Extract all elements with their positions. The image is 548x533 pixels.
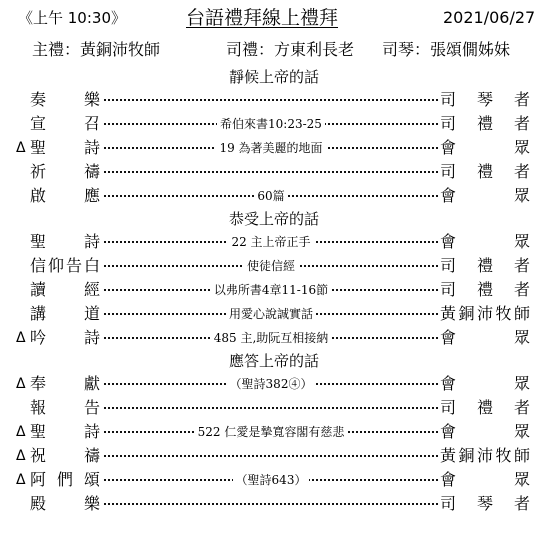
row-responsible: 會眾	[440, 470, 530, 489]
row-responsible: 會眾	[440, 138, 530, 157]
dotted-leader	[104, 99, 438, 101]
row-responsible: 司禮者	[440, 256, 530, 275]
order-row	[0, 230, 548, 254]
row-content: 使徒信經	[244, 259, 298, 273]
order-row	[0, 278, 548, 302]
row-label: 講道	[30, 304, 100, 323]
dotted-leader	[104, 503, 438, 505]
section-title: 應答上帝的話	[228, 352, 319, 370]
row-content: 522 仁愛是摯寬容閣有慈悲	[195, 425, 348, 439]
row-mark: Δ	[16, 448, 26, 464]
row-label: 讀經	[30, 280, 100, 299]
order-row	[0, 112, 548, 136]
row-label: 報告	[30, 398, 100, 417]
row-label: 殿樂	[30, 494, 100, 513]
order-row	[0, 326, 548, 350]
presider-role: 主禮：黃銅沛牧師	[32, 40, 161, 59]
row-label: 宣召	[30, 114, 100, 133]
row-mark: Δ	[16, 472, 26, 488]
row-responsible: 司禮者	[440, 114, 530, 133]
dotted-leader	[104, 407, 438, 409]
pianist-role: 司琴：張頌僩姊妹	[382, 40, 511, 59]
order-row	[0, 136, 548, 160]
row-content: （聖詩382④）	[227, 377, 316, 391]
row-responsible: 司禮者	[440, 162, 530, 181]
liturgist-role: 司禮：方東利長老	[226, 40, 355, 59]
row-content: 用愛心說誠實話	[226, 307, 316, 321]
row-responsible: 司禮者	[440, 398, 530, 417]
order-row	[0, 420, 548, 444]
row-content: （聖詩643）	[233, 473, 310, 487]
row-label: 聖詩	[30, 232, 100, 251]
row-content: 485 主,助阮互相接納	[211, 331, 332, 345]
section-title: 靜候上帝的話	[228, 68, 319, 86]
row-content: 60篇	[254, 189, 287, 203]
row-label: 奉獻	[30, 374, 100, 393]
row-responsible: 司禮者	[440, 280, 530, 299]
service-date: 2021/06/27	[443, 8, 536, 27]
order-row	[0, 254, 548, 278]
row-content: 19 為著美麗的地面	[216, 141, 325, 155]
order-row	[0, 468, 548, 492]
order-row	[0, 372, 548, 396]
row-label: 聖詩	[30, 138, 100, 157]
order-row	[0, 396, 548, 420]
row-responsible: 黃銅沛牧師	[440, 304, 530, 323]
row-content: 22 主上帝正手	[228, 235, 313, 249]
dotted-leader	[104, 455, 438, 457]
row-responsible: 黃銅沛牧師	[440, 446, 530, 465]
order-row	[0, 160, 548, 184]
order-row	[0, 444, 548, 468]
section-title: 恭受上帝的話	[228, 210, 319, 228]
row-label: 祈禱	[30, 162, 100, 181]
row-responsible: 會眾	[440, 328, 530, 347]
order-row	[0, 184, 548, 208]
row-label: 阿們頌	[30, 470, 100, 489]
row-content: 以弗所書4章11-16節	[211, 283, 331, 297]
row-mark: Δ	[16, 330, 26, 346]
row-responsible: 會眾	[440, 186, 530, 205]
row-responsible: 會眾	[440, 374, 530, 393]
order-row	[0, 88, 548, 112]
row-label: 吟詩	[30, 328, 100, 347]
page-title: 台語禮拜線上禮拜	[186, 7, 339, 29]
row-responsible: 會眾	[440, 232, 530, 251]
service-time: 《上午 10:30》	[18, 9, 126, 27]
row-responsible: 會眾	[440, 422, 530, 441]
dotted-leader	[104, 171, 438, 173]
row-label: 啟應	[30, 186, 100, 205]
order-row	[0, 302, 548, 326]
row-mark: Δ	[16, 140, 26, 156]
order-row	[0, 492, 548, 516]
row-responsible: 司琴者	[440, 90, 530, 109]
row-label: 信仰告白	[30, 256, 100, 275]
row-responsible: 司琴者	[440, 494, 530, 513]
row-label: 奏樂	[30, 90, 100, 109]
row-label: 聖詩	[30, 422, 100, 441]
row-label: 祝禱	[30, 446, 100, 465]
row-content: 希伯來書10:23-25	[217, 117, 325, 131]
row-mark: Δ	[16, 376, 26, 392]
row-mark: Δ	[16, 424, 26, 440]
